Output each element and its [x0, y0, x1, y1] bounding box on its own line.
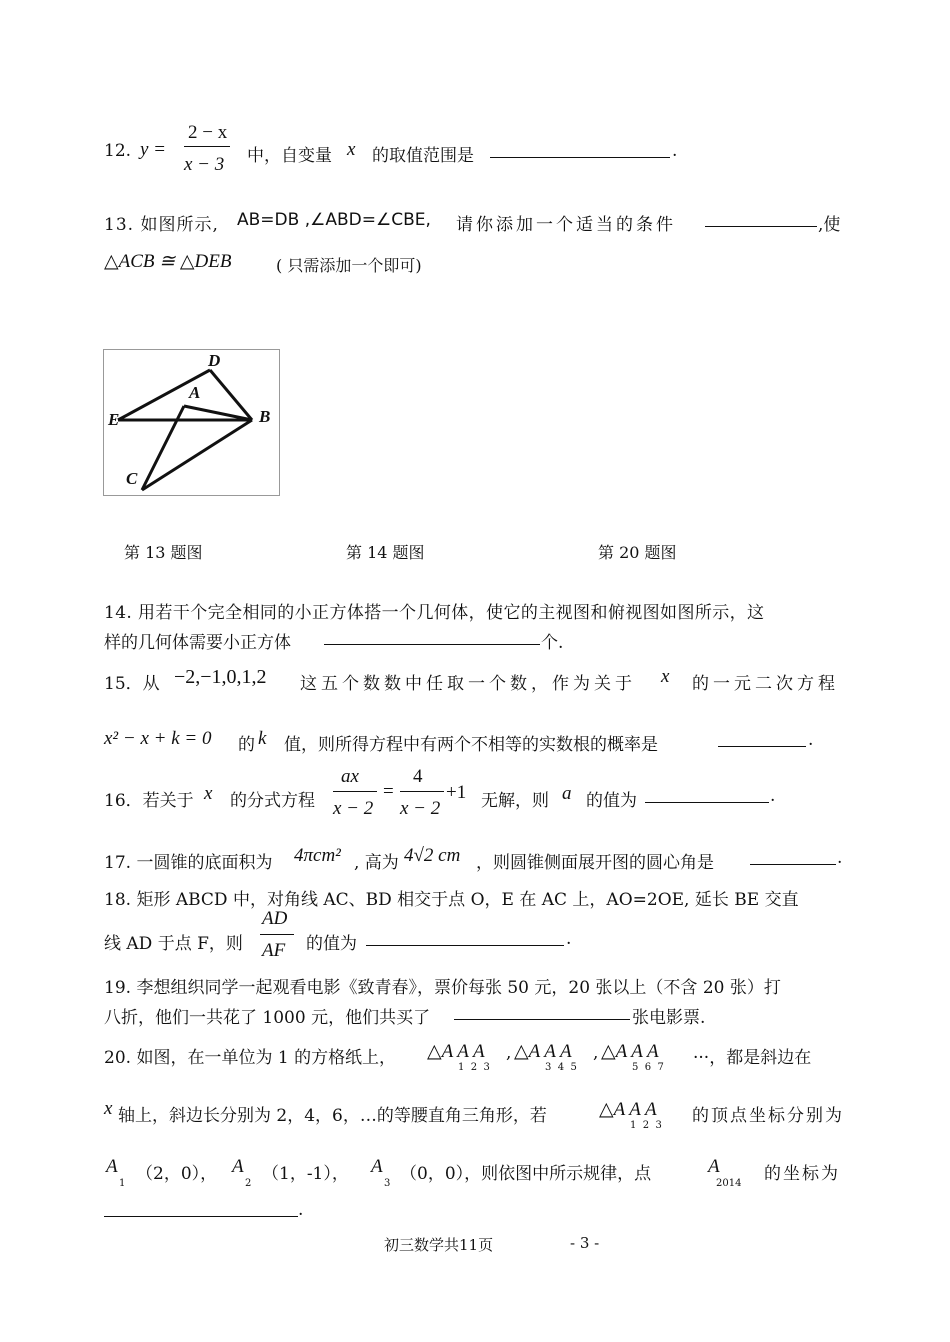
- q18-frac-den: AF: [262, 940, 286, 961]
- q13-intro: 13. 如图所示,: [104, 215, 219, 235]
- q16-text-c: 无解，则: [481, 791, 549, 811]
- q14-answer-blank[interactable]: [324, 628, 540, 645]
- q20-line3-b: 的坐标为: [764, 1164, 840, 1184]
- q15-k: k: [258, 728, 267, 749]
- q16-intro: 16．若关于: [104, 791, 194, 811]
- q15-intro: 15．从: [104, 674, 160, 694]
- q12-denominator: x − 3: [184, 154, 225, 175]
- q15-end: .: [808, 730, 814, 750]
- q12-text-a: 中，自变量: [247, 146, 332, 166]
- q15-var: x: [661, 666, 670, 687]
- q16-frac1-den: x − 2: [333, 798, 374, 819]
- q18-frac-bar: [260, 934, 294, 935]
- label-B: B: [259, 407, 271, 426]
- q20-line2-a: 轴上，斜边长分别为 2，4，6，…的等腰直角三角形，若: [118, 1106, 547, 1126]
- caption-fig20: 第 20 题图: [598, 543, 677, 562]
- q19-line2-b: 张电影票.: [632, 1008, 706, 1028]
- q12-text-b: 的取值范围是: [372, 146, 474, 166]
- q20-triangle4: △A A A: [599, 1099, 657, 1120]
- q18-line1: 18. 矩形 ABCD 中，对角线 AC、BD 相交于点 O，E 在 AC 上，AO=2OE, 延长 BE 交直: [104, 890, 799, 910]
- q17-intro: 17. 一圆锥的底面积为: [104, 853, 273, 873]
- q20-A3-sub: 3: [384, 1178, 391, 1189]
- q16-var: x: [204, 783, 213, 804]
- q18-line2-b: 的值为: [306, 934, 357, 954]
- q18-end: .: [566, 929, 572, 949]
- q12-end: .: [672, 141, 678, 161]
- q16-text-d: 的值为: [586, 791, 637, 811]
- q20-line2-var: x: [104, 1098, 113, 1119]
- q15-line2-b: 值，则所得方程中有两个不相等的实数根的概率是: [284, 735, 658, 755]
- q16-frac1-bar: [333, 791, 377, 792]
- q13-suffix: ,使: [818, 215, 841, 235]
- q12-numerator: 2 − x: [188, 122, 228, 143]
- q17-text-c: ，则圆锥侧面展开图的圆心角是: [476, 853, 714, 873]
- q16-frac2-num: 4: [413, 766, 423, 787]
- q14-line2-a: 样的几何体需要小正方体: [104, 633, 291, 653]
- q14-line2-b: 个.: [541, 633, 564, 653]
- q17-area: 4πcm²: [294, 845, 341, 866]
- q20-triangle4-sub: 1 2 3: [630, 1120, 662, 1131]
- q20-A1-sub: 1: [119, 1178, 126, 1189]
- q18-frac-num: AD: [262, 908, 288, 929]
- q20-triangle1-sub: 1 2 3: [458, 1062, 490, 1073]
- q20-A1-coords: （2，0），: [136, 1164, 218, 1184]
- q16-text-b: 的分式方程: [230, 791, 315, 811]
- q19-line2-a: 八折，他们一共花了 1000 元，他们共买了: [104, 1008, 431, 1028]
- q20-triangle2: △A A A: [514, 1041, 572, 1062]
- q20-A3-coords: （0，0），则依图中所示规律，点: [400, 1164, 652, 1184]
- q20-triangle3-sub: 5 6 7: [632, 1062, 664, 1073]
- q12-var: x: [347, 139, 356, 160]
- q12-y: y =: [140, 139, 167, 160]
- q15-text-b: 这五个数数中任取一个数，作为关于: [300, 674, 636, 694]
- q12-fraction-bar: [184, 146, 230, 147]
- q16-frac1-num: ax: [341, 766, 359, 787]
- q20-triangle2-sub: 3 4 5: [545, 1062, 577, 1073]
- q18-answer-blank[interactable]: [366, 929, 564, 946]
- q15-line2-a: 的: [238, 735, 255, 755]
- q20-triangle3: △A A A: [601, 1041, 659, 1062]
- q12-answer-blank[interactable]: [490, 141, 670, 158]
- q20-comma2: ,: [593, 1043, 599, 1063]
- q16-frac2-bar: [400, 791, 444, 792]
- q13-note: ( 只需添加一个即可): [276, 256, 422, 275]
- label-C: C: [126, 469, 138, 488]
- label-D: D: [208, 351, 221, 370]
- q13-figure: [103, 349, 280, 496]
- caption-fig14: 第 14 题图: [346, 543, 425, 562]
- q13-answer-blank[interactable]: [705, 210, 817, 227]
- label-A: A: [189, 383, 201, 402]
- triangle-figure: [104, 350, 279, 495]
- q17-end: .: [837, 848, 843, 868]
- q19-line1: 19. 李想组织同学一起观看电影《致青春》，票价每张 50 元，20 张以上（不含 20 张）打: [104, 978, 781, 998]
- caption-fig13: 第 13 题图: [124, 543, 203, 562]
- q15-answer-blank[interactable]: [718, 730, 806, 747]
- q20-A2-coords: （1，-1），: [262, 1164, 349, 1184]
- q20-line2-b: 的顶点坐标分别为: [692, 1106, 844, 1126]
- q16-frac2-den: x − 2: [400, 798, 441, 819]
- q19-answer-blank[interactable]: [454, 1003, 630, 1020]
- q20-triangle1: △A A A: [427, 1041, 485, 1062]
- q20-comma1: ,: [506, 1043, 512, 1063]
- q16-a: a: [562, 783, 572, 804]
- q17-height: 4√2 cm: [404, 845, 461, 866]
- q20-dots: ···，都是斜边在: [693, 1048, 812, 1068]
- q15-text-c: 的一元二次方程: [692, 674, 839, 694]
- q20-A1: A: [106, 1156, 118, 1177]
- q12-number: 12.: [104, 141, 132, 161]
- q15-equation: x² − x + k = 0: [104, 728, 212, 749]
- q20-A3: A: [371, 1156, 383, 1177]
- q17-text-b: , 高为: [354, 853, 399, 873]
- q16-equals: =: [383, 781, 394, 802]
- q14-line1: 14. 用若干个完全相同的小正方体搭一个几何体，使它的主视图和俯视图如图所示，这: [104, 603, 765, 623]
- q20-intro: 20. 如图，在一单位为 1 的方格纸上，: [104, 1048, 397, 1068]
- q16-end: .: [770, 786, 776, 806]
- q20-A2014-sub: 2014: [716, 1178, 742, 1189]
- q20-A2: A: [232, 1156, 244, 1177]
- label-E: E: [108, 410, 120, 429]
- q20-A2-sub: 2: [245, 1178, 252, 1189]
- q13-prompt: 请你添加一个适当的条件: [456, 215, 676, 235]
- q18-line2-a: 线 AD 于点 F，则: [104, 934, 243, 954]
- footer-left: 初三数学共11页: [384, 1236, 494, 1254]
- q13-condition: AB=DB ,∠ABD=∠CBE,: [237, 210, 431, 230]
- q20-answer-blank[interactable]: [104, 1200, 298, 1217]
- q13-congruence: △ACB ≅ △DEB: [104, 251, 232, 272]
- q16-plus-one: +1: [446, 782, 467, 803]
- q16-answer-blank[interactable]: [645, 786, 769, 803]
- page-number: - 3 -: [570, 1234, 600, 1252]
- q20-A2014: A: [708, 1156, 720, 1177]
- q20-end: .: [298, 1200, 304, 1220]
- q17-answer-blank[interactable]: [750, 848, 836, 865]
- q15-numbers: −2,−1,0,1,2: [174, 666, 267, 688]
